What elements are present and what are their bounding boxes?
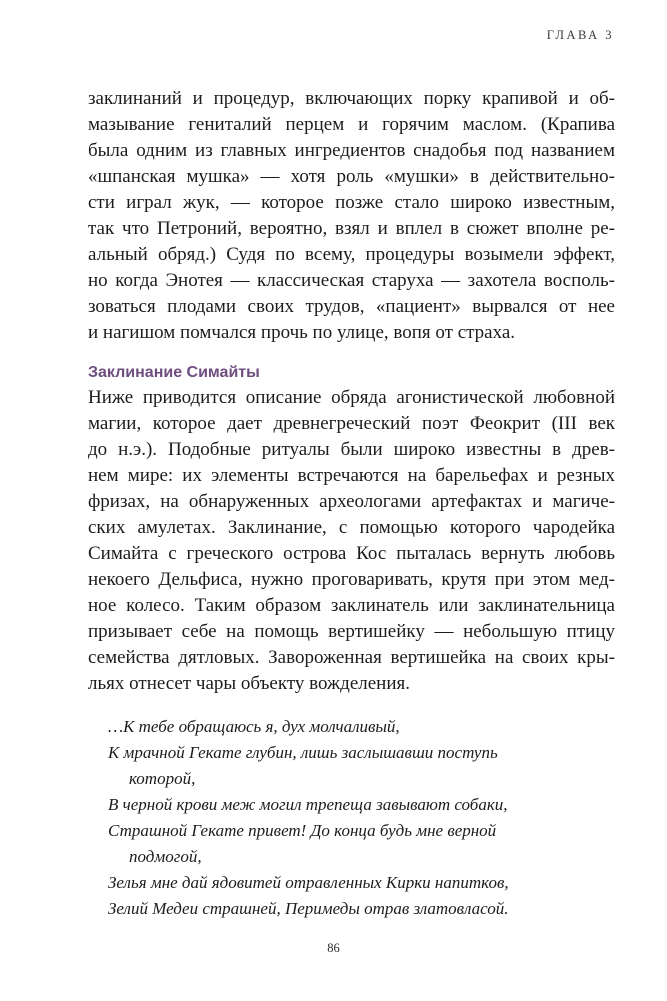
paragraph-line: «шпанская мушка» — хотя роль «мушки» в действительно- bbox=[88, 166, 615, 187]
poem-line: Страшной Гекате привет! До конца будь мне верной bbox=[108, 821, 497, 840]
paragraph-line: фризах, на обнаруженных археологами артефактах и магиче- bbox=[88, 491, 615, 512]
poem-line: В черной крови меж могил трепеща завывают собаки, bbox=[108, 795, 508, 814]
paragraph-line: так что Петроний, вероятно, взял и вплел в сюжет вполне ре- bbox=[88, 218, 615, 239]
paragraph-line: Симайта с греческого острова Кос пыталась вернуть любовь bbox=[88, 543, 615, 564]
paragraph-line: но когда Энотея — классическая старуха — захотела восполь- bbox=[88, 270, 615, 291]
paragraph-line: альный обряд.) Судя по всему, процедуры возымели эффект, bbox=[88, 244, 615, 265]
poem-line: которой, bbox=[129, 769, 196, 788]
paragraph-line: призывает себе на помощь вертишейку — небольшую птицу bbox=[88, 621, 615, 642]
poem-line: …К тебе обращаюсь я, дух молчаливый, bbox=[108, 717, 400, 736]
poem-line: К мрачной Гекате глубин, лишь заслышавши поступь bbox=[108, 743, 498, 762]
poem-line: подмогой, bbox=[129, 847, 202, 866]
paragraph-line: сти играл жук, — которое позже стало широко известным, bbox=[88, 192, 615, 213]
paragraph-line: до н.э.). Подобные ритуалы были широко известны в древ- bbox=[88, 439, 615, 460]
paragraph-line: зоваться плодами своих трудов, «пациент» вырвался от нее bbox=[88, 296, 615, 317]
paragraph-line: заклинаний и процедур, включающих порку крапивой и об- bbox=[88, 88, 615, 109]
poem-line: Зелий Медеи страшней, Перимеды отрав златовласой. bbox=[108, 899, 509, 918]
paragraph-line: ских амулетах. Заклинание, с помощью которого чародейка bbox=[88, 517, 615, 538]
paragraph-line: была одним из главных ингредиентов снадобья под названием bbox=[88, 140, 615, 161]
paragraph-line: некоего Дельфиса, нужно проговаривать, крутя при этом мед- bbox=[88, 569, 615, 590]
paragraph-line: и нагишом помчался прочь по улице, вопя от страха. bbox=[88, 322, 516, 343]
paragraph-line: семейства дятловых. Завороженная вертишейка на своих кры- bbox=[88, 647, 615, 668]
paragraph-line: ное колесо. Таким образом заклинатель или заклинательница bbox=[88, 595, 615, 616]
running-head: ГЛАВА 3 bbox=[546, 28, 614, 42]
paragraph-line: Ниже приводится описание обряда агонистической любовной bbox=[88, 387, 615, 408]
paragraph-line: мазывание гениталий перцем и горячим маслом. (Крапива bbox=[88, 114, 615, 135]
page-number: 86 bbox=[327, 941, 340, 955]
paragraph-line: льях отнесет чары объекту вожделения. bbox=[88, 673, 410, 694]
poem-line: Зелья мне дай ядовитей отравленных Кирки напитков, bbox=[108, 873, 509, 892]
paragraph-line: нем мире: их элементы встречаются на барельефах и резных bbox=[88, 465, 615, 486]
section-heading: Заклинание Симайты bbox=[88, 364, 260, 381]
paragraph-line: магии, которое дает древнегреческий поэт Феокрит (III век bbox=[88, 413, 615, 434]
